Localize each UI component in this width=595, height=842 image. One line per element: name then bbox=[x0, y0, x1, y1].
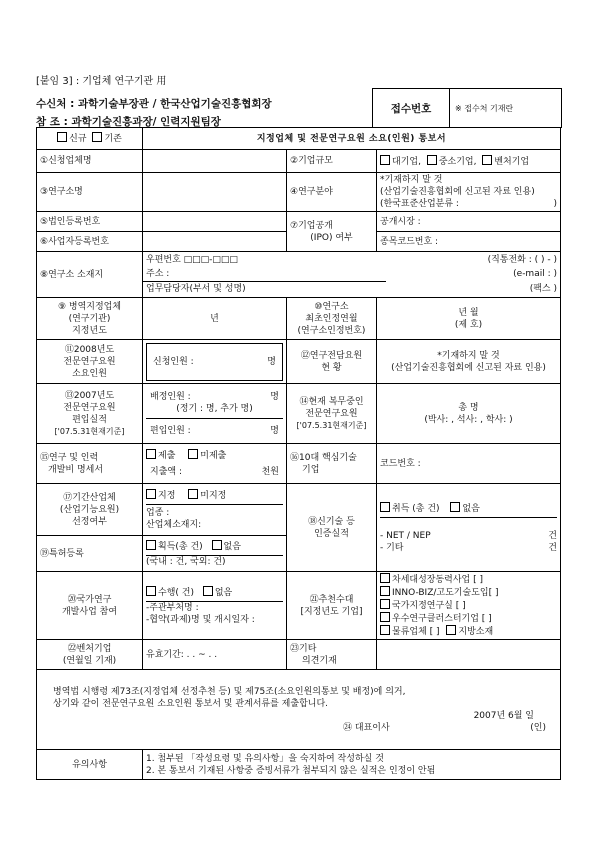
ds-note-1: *기재하지 말 것 bbox=[437, 350, 500, 361]
enrolled-line bbox=[146, 418, 283, 437]
rec-checkbox-2[interactable] bbox=[380, 599, 390, 609]
staff[interactable]: 업무담당자(부서 및 성명) bbox=[143, 282, 386, 297]
key-industry-cell bbox=[143, 484, 287, 536]
region-label: 지방소재 bbox=[458, 627, 494, 637]
ds-2: 현 황 bbox=[321, 362, 342, 373]
ipo-label-2: (IPO) 여부 bbox=[310, 232, 353, 243]
recommendation-cell bbox=[377, 572, 561, 640]
note-2: 2. 본 통보서 기재된 사항중 증빙서류가 첨부되지 않은 실적은 인정이 안됨 bbox=[146, 765, 436, 776]
rec-item-2 bbox=[380, 599, 557, 612]
rec-item-0 bbox=[380, 573, 557, 586]
ds-note-2: (산업기술진흥협회에 신고된 자료 인용) bbox=[391, 362, 546, 373]
expense-unit: 천원 bbox=[261, 467, 279, 477]
lr-1: ⑩연구소 bbox=[314, 301, 349, 312]
patent-label: ⑲특허등록 bbox=[37, 536, 143, 572]
patent-cell bbox=[143, 536, 287, 572]
biz-reg-field[interactable] bbox=[143, 232, 287, 252]
declaration-line-2: 상기와 같이 전문연구요원 소요인원 통보서 및 관계서류를 제출합니다. bbox=[53, 698, 329, 709]
net-line bbox=[380, 517, 557, 542]
er-2: 전문연구요원 bbox=[63, 402, 116, 413]
other-opinion-field[interactable] bbox=[377, 640, 561, 670]
venture-validity[interactable]: 유효기간: . . ~ . . bbox=[143, 640, 287, 670]
ol-1: ㉓기타 bbox=[290, 643, 317, 654]
ksic-end: ) bbox=[553, 199, 557, 209]
vl-2: (연월일 기재) bbox=[62, 655, 117, 666]
corp-reg-field[interactable] bbox=[143, 212, 287, 232]
region-checkbox[interactable] bbox=[446, 625, 456, 635]
recommendation-label bbox=[287, 572, 377, 640]
performed-checkbox[interactable] bbox=[146, 586, 156, 596]
ki-3: 선정여부 bbox=[72, 516, 107, 527]
venture-checkbox[interactable] bbox=[482, 155, 492, 165]
md-1: ⑨ 병역지정업체 bbox=[57, 301, 122, 312]
lab-name-field[interactable] bbox=[143, 173, 287, 212]
not-submitted-label: 미제출 bbox=[200, 451, 227, 461]
serving-total: 총 명 bbox=[458, 402, 479, 413]
notes-label: 유의사항 bbox=[37, 750, 143, 780]
serving-personnel-label bbox=[287, 384, 377, 444]
ceo-mark: ㉔ bbox=[343, 722, 353, 733]
lab-address-cell bbox=[143, 252, 561, 298]
industry-address: 산업체소재지: bbox=[146, 519, 202, 530]
large-checkbox[interactable] bbox=[380, 155, 390, 165]
address-inner bbox=[143, 253, 560, 296]
ceo-title bbox=[343, 722, 390, 734]
etc-unit: 건 bbox=[548, 542, 557, 553]
venture-label: 벤처기업 bbox=[494, 156, 530, 167]
expense-line bbox=[146, 462, 283, 478]
patent-none-checkbox[interactable] bbox=[212, 540, 222, 550]
performed-label: 수행( 건) bbox=[158, 587, 194, 598]
rd-1: ⑮연구 및 인력 bbox=[40, 452, 99, 463]
ceo-label: 대표이사 bbox=[354, 722, 390, 733]
declaration-cell bbox=[37, 670, 561, 750]
existing-label: 기존 bbox=[104, 134, 122, 144]
rec-item-3 bbox=[380, 612, 557, 625]
fax[interactable]: (팩스 ) bbox=[529, 283, 557, 294]
declaration-line-1: 병역법 시행령 제73조(지정업체 선정추천 등) 및 제75조(소요인원의통보 및 배정)에 의거, bbox=[53, 686, 406, 697]
research-field-cell bbox=[377, 173, 561, 212]
notes-cell bbox=[143, 750, 561, 780]
new-label: 신규 bbox=[69, 134, 87, 144]
sp-2: 전문연구요원 bbox=[305, 408, 358, 419]
cert-none-checkbox[interactable] bbox=[450, 502, 460, 512]
recognition-date[interactable] bbox=[377, 298, 561, 340]
research-note-2: (산업기술진흥협회에 신고된 자료 인용) bbox=[380, 187, 535, 197]
national-rd-label bbox=[37, 572, 143, 640]
rd-2: 개발비 명세서 bbox=[48, 464, 104, 475]
logistics-checkbox[interactable] bbox=[380, 625, 390, 635]
key-industry-label bbox=[37, 484, 143, 536]
submitted-checkbox[interactable] bbox=[146, 449, 156, 459]
designated-label: 지정 bbox=[158, 490, 176, 501]
form-title: 지정업체 및 전문연구요원 소요(인원) 통보서 bbox=[143, 128, 561, 150]
not-designated-label: 미지정 bbox=[200, 490, 227, 501]
apply-label: 신청인원 : bbox=[153, 356, 194, 367]
receipt-note: ※ 접수처 기재란 bbox=[455, 104, 514, 113]
md-2: (연구기관) bbox=[68, 313, 111, 324]
project: -협약(과제)명 및 개시일자 : bbox=[146, 614, 255, 625]
sme-checkbox[interactable] bbox=[427, 155, 437, 165]
patent-none-label: 없음 bbox=[223, 541, 241, 552]
industry-type: 업종 : bbox=[146, 504, 283, 519]
rd-expense-cell bbox=[143, 444, 287, 484]
notification-form bbox=[36, 127, 561, 780]
nrd-2: 개발사업 참여 bbox=[61, 606, 118, 617]
rd-expense-label bbox=[37, 444, 143, 484]
ct-2: 기업 bbox=[302, 464, 320, 475]
patent-acquired-label: 획득(총 건) bbox=[158, 541, 203, 552]
certification-cell bbox=[377, 484, 561, 572]
enrolled-label: 편입인원 : bbox=[150, 425, 191, 436]
apply-unit: 명 bbox=[267, 356, 276, 367]
recipient-label: 수신처 : bbox=[36, 98, 75, 110]
cert-none-label: 없음 bbox=[462, 503, 480, 514]
rec-checkbox-1[interactable] bbox=[380, 586, 390, 596]
apply-count[interactable] bbox=[143, 340, 287, 384]
ds-1: ⑫연구전담요원 bbox=[300, 350, 363, 361]
company-size-options bbox=[377, 150, 561, 173]
allocated-label: 배정인원 : bbox=[150, 391, 191, 402]
address[interactable]: 주소 : bbox=[146, 269, 170, 279]
national-none-label: 없음 bbox=[214, 587, 233, 598]
sp-3: ['07.5.31현재기준] bbox=[296, 420, 367, 430]
cert-acquired-label: 취득 (총 건) bbox=[392, 503, 440, 514]
patent-options bbox=[146, 540, 283, 553]
company-size-label: ②기업규모 bbox=[287, 150, 377, 173]
rec-label-3: 우수연구클러스터기업 [ ] bbox=[392, 614, 492, 624]
not-designated-checkbox[interactable] bbox=[188, 489, 198, 499]
allocated-detail: (정기 : 명, 추가 명) bbox=[176, 403, 253, 414]
attachment-label: [붙임 3] : 기업체 연구기관 用 bbox=[36, 76, 167, 87]
rec-label-0: 차세대성장동력사업 [ ] bbox=[392, 575, 483, 585]
designated-checkbox[interactable] bbox=[146, 489, 156, 499]
er-4: ['07.5.31현재기준] bbox=[54, 426, 125, 436]
designation-year[interactable]: 년 bbox=[143, 298, 287, 340]
seal-mark: (인) bbox=[530, 722, 546, 733]
enlistment-record-label bbox=[37, 384, 143, 444]
listing-market[interactable]: 공개시장 : bbox=[377, 212, 561, 232]
lab-first-recognition-label bbox=[287, 298, 377, 340]
logistics-label: 물류업체 [ ] bbox=[392, 627, 440, 637]
ct-1: ⑯10대 핵심기술 bbox=[290, 452, 357, 463]
er-1: ⑬2007년도 bbox=[64, 390, 115, 401]
receipt-number-box bbox=[372, 88, 562, 128]
allocated-unit: 명 bbox=[270, 391, 279, 402]
expense-label: 지출액 : bbox=[150, 467, 182, 477]
recipient-line bbox=[36, 96, 272, 111]
cert-acquired-checkbox[interactable] bbox=[380, 502, 390, 512]
patent-acquired-checkbox[interactable] bbox=[146, 540, 156, 550]
note-1: 1. 첨부된 「작성요령 및 유의사항」을 숙지하여 작성하실 것 bbox=[146, 753, 384, 764]
lr-2: 최초인정연월 bbox=[305, 313, 358, 324]
rp-2: 전문연구요원 bbox=[63, 356, 116, 367]
serving-degrees: (박사: , 석사: , 학사: ) bbox=[424, 414, 513, 425]
core-tech-label bbox=[287, 444, 377, 484]
lab-address-label: ⑧연구소 소재지 bbox=[37, 252, 143, 298]
certification-label bbox=[287, 484, 377, 572]
vl-1: ㉒벤처기업 bbox=[67, 643, 112, 654]
recognition-ym: 년 월 bbox=[458, 307, 479, 318]
recipient-value: 과학기술부장관 / 한국산업기술진흥협회장 bbox=[77, 98, 272, 110]
rec-label-1: INNO-BIZ/고도기술도입[ ] bbox=[392, 588, 499, 598]
research-field-label: ④연구분야 bbox=[287, 173, 377, 212]
receipt-label: 접수번호 bbox=[373, 89, 450, 127]
existing-checkbox[interactable] bbox=[92, 132, 102, 142]
venture-label bbox=[37, 640, 143, 670]
net-unit: 건 bbox=[548, 530, 557, 541]
dedicated-staff-label bbox=[287, 340, 377, 384]
rec-checkbox-0[interactable] bbox=[380, 573, 390, 583]
company-name-label: ①신청업체명 bbox=[37, 150, 143, 173]
etc-label: - 기타 bbox=[380, 542, 404, 553]
large-label: 대기업, bbox=[392, 156, 421, 167]
biz-reg-label: ⑥사업자등록번호 bbox=[37, 232, 143, 252]
email[interactable]: (e-mail : ) bbox=[513, 269, 557, 280]
allocated-line bbox=[146, 391, 283, 403]
core-tech-code[interactable]: 코드번호 : bbox=[377, 444, 561, 484]
nrd-1: ⑳국가연구 bbox=[67, 594, 112, 605]
company-name-field[interactable] bbox=[143, 150, 287, 173]
zip-code[interactable]: 우편번호 □□□-□□□ bbox=[146, 255, 238, 265]
sp-1: ⑭현재 복무중인 bbox=[299, 396, 364, 407]
rp-3: 소요인원 bbox=[72, 368, 107, 379]
rp-1: ⑪2008년도 bbox=[64, 344, 115, 355]
submitted-label: 제출 bbox=[158, 451, 176, 461]
dedicated-staff-note bbox=[377, 340, 561, 384]
lr-3: (연구소인정번호) bbox=[297, 325, 366, 336]
new-existing-cell bbox=[37, 128, 143, 150]
recognition-no: (제 호) bbox=[454, 319, 483, 330]
research-note-1: *기재하지 말 것 bbox=[380, 175, 443, 185]
national-rd-cell bbox=[143, 572, 287, 640]
department: -주관부처명 : bbox=[146, 601, 283, 614]
patent-detail: (국내 : 건, 국외: 건) bbox=[146, 555, 283, 568]
military-designation-label bbox=[37, 298, 143, 340]
rec-item-1 bbox=[380, 586, 557, 599]
ksic-label: (한국표준산업분류 : bbox=[380, 199, 459, 209]
er-3: 편입실적 bbox=[72, 414, 107, 425]
required-personnel-label bbox=[37, 340, 143, 384]
enrolled-unit: 명 bbox=[270, 425, 279, 436]
corp-reg-label: ⑤법인등록번호 bbox=[37, 212, 143, 232]
ki-2: (산업기능요원) bbox=[59, 504, 120, 515]
phone[interactable]: (직통전화 : ( ) - ) bbox=[487, 255, 557, 265]
rec-checkbox-3[interactable] bbox=[380, 612, 390, 622]
ipo-label-1: ⑦기업공개 bbox=[290, 220, 333, 231]
sme-label: 중소기업, bbox=[438, 156, 477, 167]
ki-1: ⑰기간산업체 bbox=[63, 492, 116, 503]
enlistment-record-cell bbox=[143, 384, 287, 444]
cert-options bbox=[380, 502, 557, 515]
not-submitted-checkbox[interactable] bbox=[188, 449, 198, 459]
net-label: - NET / NEP bbox=[380, 530, 431, 541]
other-label bbox=[287, 640, 377, 670]
reference-label: 참 조 : bbox=[36, 116, 68, 128]
cert-1: ⑱신기술 등 bbox=[308, 516, 355, 527]
etc-line bbox=[380, 542, 557, 554]
lab-name-label: ③연구소명 bbox=[37, 173, 143, 212]
submission-date: 2007년 6월 일 bbox=[473, 710, 534, 721]
new-checkbox[interactable] bbox=[57, 132, 67, 142]
rec-2: [지정년도 기업] bbox=[300, 606, 363, 617]
national-rd-options bbox=[146, 586, 283, 599]
ceo-line bbox=[43, 722, 554, 734]
submit-options bbox=[146, 449, 283, 462]
ipo-label bbox=[287, 212, 377, 252]
serving-personnel-cell[interactable] bbox=[377, 384, 561, 444]
cert-2: 인증실적 bbox=[314, 528, 349, 539]
ol-2: 의견기재 bbox=[302, 655, 337, 666]
rec-label-2: 국가지정연구실 [ ] bbox=[392, 601, 466, 611]
apply-box bbox=[146, 343, 283, 381]
designated-options bbox=[146, 489, 283, 502]
ksic-line bbox=[380, 198, 557, 210]
reference-value: 과학기술진흥과장/ 인력지원팀장 bbox=[71, 116, 221, 128]
md-3: 지정년도 bbox=[72, 325, 107, 336]
stock-code[interactable]: 종목코드번호 : bbox=[377, 232, 561, 252]
rec-1: ㉑추천수대 bbox=[309, 594, 354, 605]
rec-item-4 bbox=[380, 625, 557, 638]
national-none-checkbox[interactable] bbox=[203, 586, 213, 596]
